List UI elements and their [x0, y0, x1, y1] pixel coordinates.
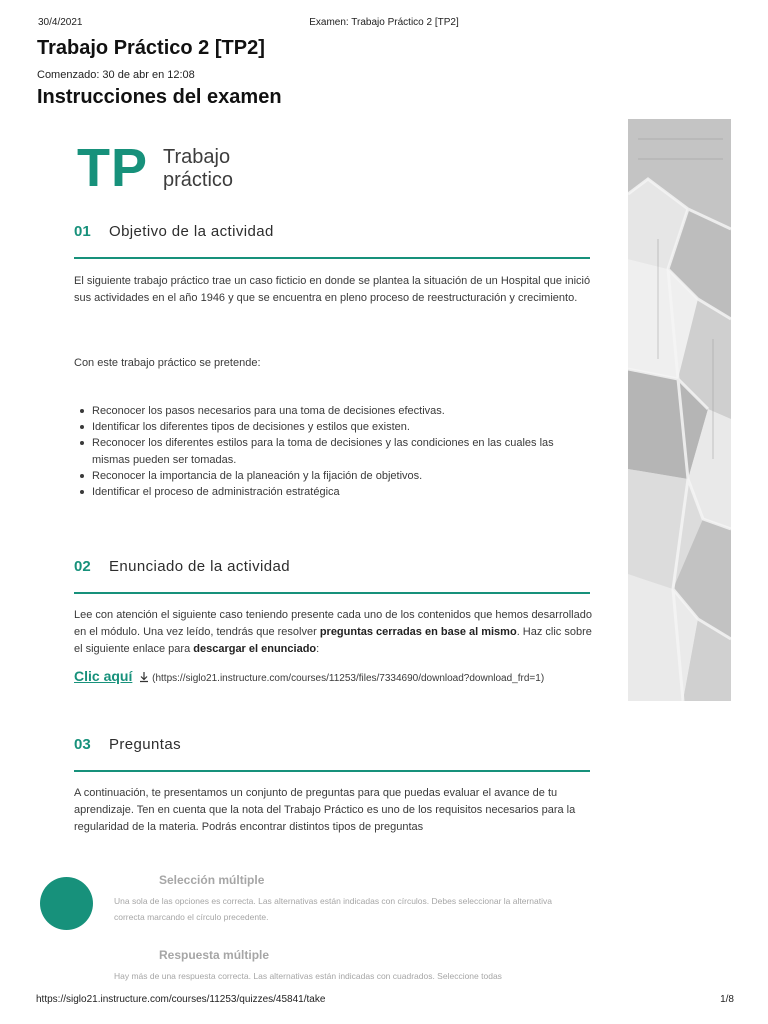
list-item: Identificar los diferentes tipos de decisiones y estilos que existen. — [74, 419, 594, 435]
question-type-icon — [40, 877, 93, 930]
section-header-enunciado — [74, 558, 590, 594]
enunciado-text-c: : — [316, 643, 320, 655]
question-type-title: Respuesta múltiple — [159, 948, 270, 962]
quiz-started-time: Comenzado: 30 de abr en 12:08 — [37, 69, 195, 81]
tp-logo: TP — [77, 138, 149, 198]
section-header-objetivo — [74, 223, 590, 259]
objectives-list — [74, 403, 594, 500]
enunciado-bold-a: preguntas cerradas en base al mismo — [319, 626, 517, 638]
list-item: Reconocer la importancia de la planeación y la fijación de objetivos. — [74, 468, 594, 484]
list-item: Identificar el proceso de administración estratégica — [74, 484, 594, 500]
objective-intro: Con este trabajo práctico se pretende: — [74, 357, 261, 369]
download-icon[interactable] — [138, 671, 150, 683]
question-type-title: Selección múltiple — [159, 873, 265, 887]
tp-logo-word-2: práctico — [163, 169, 234, 191]
decorative-architecture-image — [628, 119, 731, 701]
section-number: 03 — [74, 736, 91, 753]
enunciado-paragraph — [74, 607, 594, 658]
section-title: Preguntas — [109, 736, 181, 753]
download-url[interactable]: (https://siglo21.instructure.com/courses/11253/files/7334690/download?download_frd=1) — [152, 673, 545, 684]
print-page-number: 1/8 — [720, 994, 734, 1005]
objective-paragraph: El siguiente trabajo práctico trae un caso ficticio en donde se plantea la situación de un Hospital que inició sus actividades en el año 1946 y que se encuentra en pleno proceso de reestructuración y crecimiento. — [74, 275, 591, 304]
tp-logo-word-1: Trabajo — [163, 146, 231, 168]
print-footer-url: https://siglo21.instructure.com/courses/11253/quizzes/45841/take — [36, 994, 326, 1005]
enunciado-bold-b: descargar el enunciado — [193, 643, 317, 655]
print-title: Examen: Trabajo Práctico 2 [TP2] — [309, 17, 459, 28]
print-header — [0, 17, 768, 31]
enunciado-text-b: . Haz clic sobre el siguiente enlace para — [74, 626, 592, 655]
instructions-heading: Instrucciones del examen — [37, 86, 282, 108]
section-title: Enunciado de la actividad — [109, 558, 290, 575]
list-item: Reconocer los pasos necesarios para una toma de decisiones efectivas. — [74, 403, 594, 419]
section-title: Objetivo de la actividad — [109, 223, 274, 240]
section-number: 02 — [74, 558, 91, 575]
question-type-desc: Una sola de las opciones es correcta. Las alternativas están indicadas con círculos. Debes seleccionar la alternativa correcta marcando el círculo precedente. — [114, 896, 552, 922]
preguntas-paragraph: A continuación, te presentamos un conjunto de preguntas para que puedas evaluar el avance de tu aprendizaje. Ten en cuenta que la nota del Trabajo Práctico es uno de los requisitos necesarios para la regularidad de la materia. Podrás encontrar distintos tipos de preguntas — [74, 787, 576, 833]
question-type-desc: Hay más de una respuesta correcta. Las alternativas están indicadas con cuadrados. Seleccione todas — [114, 971, 502, 981]
download-link-row — [74, 667, 594, 688]
enunciado-text-a: Lee con atención el siguiente caso teniendo presente cada uno de los contenidos que hemos desarrollado en el módulo. Una vez leído, tendrás que resolver — [74, 609, 592, 638]
print-date: 30/4/2021 — [38, 17, 83, 28]
download-link[interactable]: Clic aquí — [74, 668, 133, 684]
section-number: 01 — [74, 223, 91, 240]
list-item: Reconocer los diferentes estilos para la toma de decisiones y las condiciones en las cuales las mismas pueden ser tomadas. — [74, 435, 594, 467]
section-header-preguntas — [74, 736, 590, 772]
quiz-title: Trabajo Práctico 2 [TP2] — [37, 37, 265, 59]
